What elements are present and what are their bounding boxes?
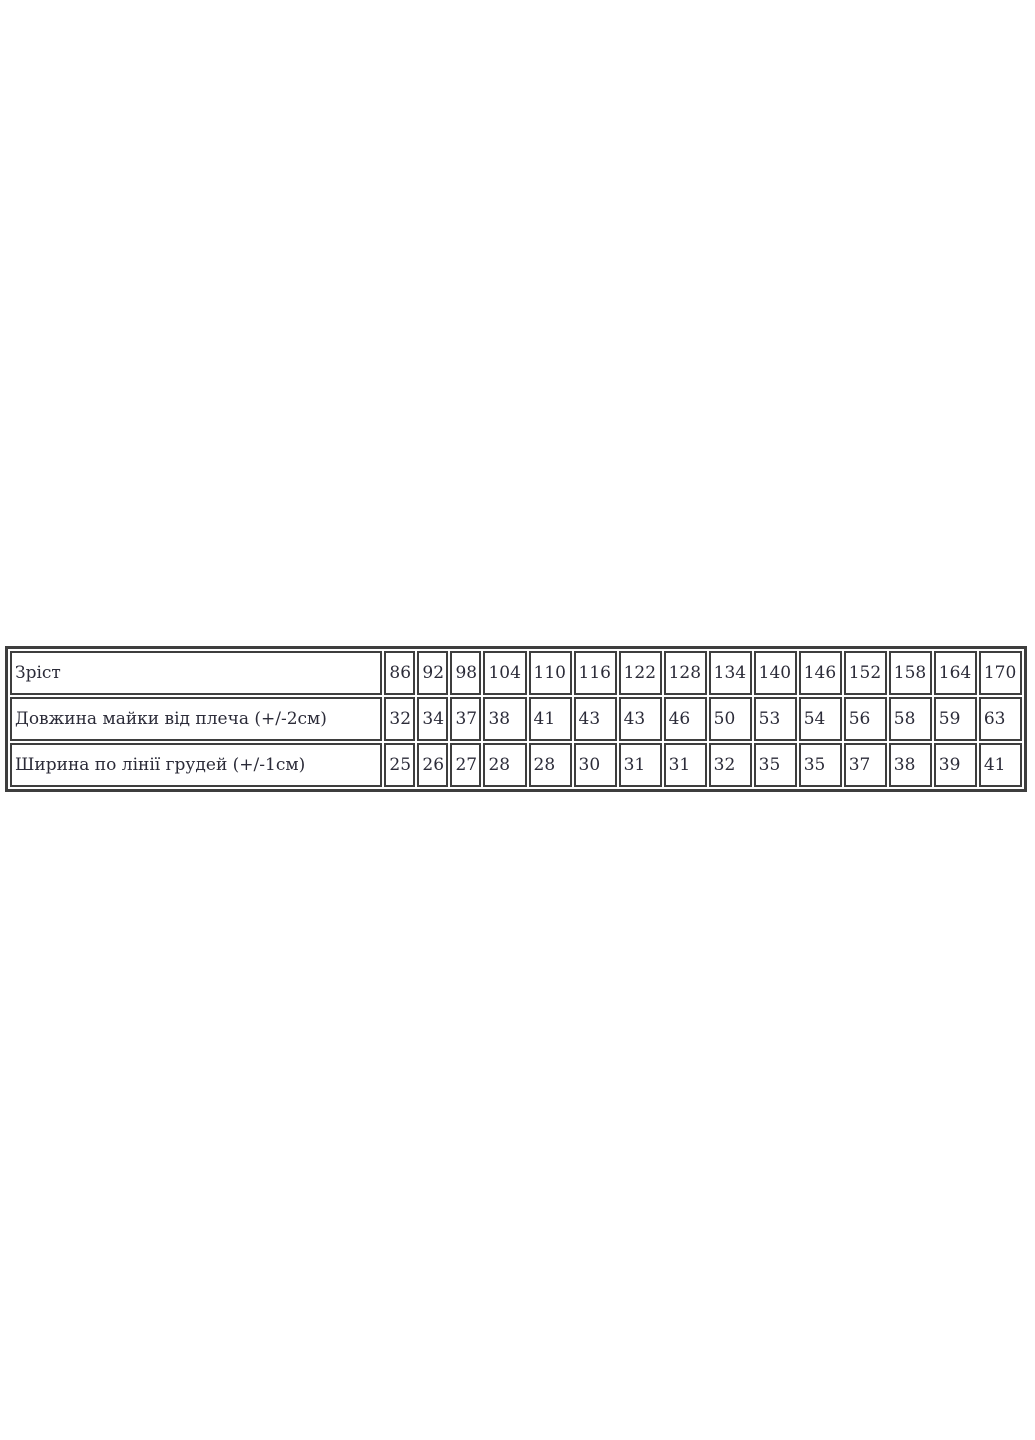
value-cell: 92 [417, 651, 448, 695]
value-cell: 54 [799, 697, 842, 741]
table-row [10, 651, 1022, 695]
value-cell: 170 [979, 651, 1022, 695]
value-cell: 39 [934, 743, 977, 787]
value-cell: 122 [619, 651, 662, 695]
row-label-cell: Ширина по лінії грудей (+/-1см) [10, 743, 382, 787]
value-cell: 50 [709, 697, 752, 741]
value-cell: 28 [483, 743, 526, 787]
size-chart-table [5, 646, 1027, 792]
value-cell: 37 [844, 743, 887, 787]
value-cell: 59 [934, 697, 977, 741]
value-cell: 110 [529, 651, 572, 695]
table-row [10, 697, 1022, 741]
value-cell: 37 [450, 697, 481, 741]
value-cell: 134 [709, 651, 752, 695]
value-cell: 58 [889, 697, 932, 741]
value-cell: 35 [754, 743, 797, 787]
value-cell: 28 [529, 743, 572, 787]
value-cell: 25 [384, 743, 415, 787]
value-cell: 56 [844, 697, 887, 741]
value-cell: 41 [979, 743, 1022, 787]
value-cell: 86 [384, 651, 415, 695]
value-cell: 31 [664, 743, 707, 787]
value-cell: 32 [384, 697, 415, 741]
value-cell: 43 [619, 697, 662, 741]
table-row [10, 743, 1022, 787]
value-cell: 53 [754, 697, 797, 741]
value-cell: 31 [619, 743, 662, 787]
value-cell: 26 [417, 743, 448, 787]
value-cell: 104 [483, 651, 526, 695]
value-cell: 41 [529, 697, 572, 741]
value-cell: 32 [709, 743, 752, 787]
row-label-cell: Довжина майки від плеча (+/-2см) [10, 697, 382, 741]
value-cell: 146 [799, 651, 842, 695]
value-cell: 128 [664, 651, 707, 695]
value-cell: 116 [574, 651, 617, 695]
size-chart-container [5, 646, 1027, 792]
value-cell: 164 [934, 651, 977, 695]
value-cell: 158 [889, 651, 932, 695]
value-cell: 38 [889, 743, 932, 787]
value-cell: 152 [844, 651, 887, 695]
value-cell: 46 [664, 697, 707, 741]
value-cell: 38 [483, 697, 526, 741]
value-cell: 34 [417, 697, 448, 741]
value-cell: 43 [574, 697, 617, 741]
value-cell: 35 [799, 743, 842, 787]
value-cell: 30 [574, 743, 617, 787]
value-cell: 140 [754, 651, 797, 695]
row-label-cell: Зріст [10, 651, 382, 695]
value-cell: 63 [979, 697, 1022, 741]
value-cell: 98 [450, 651, 481, 695]
value-cell: 27 [450, 743, 481, 787]
